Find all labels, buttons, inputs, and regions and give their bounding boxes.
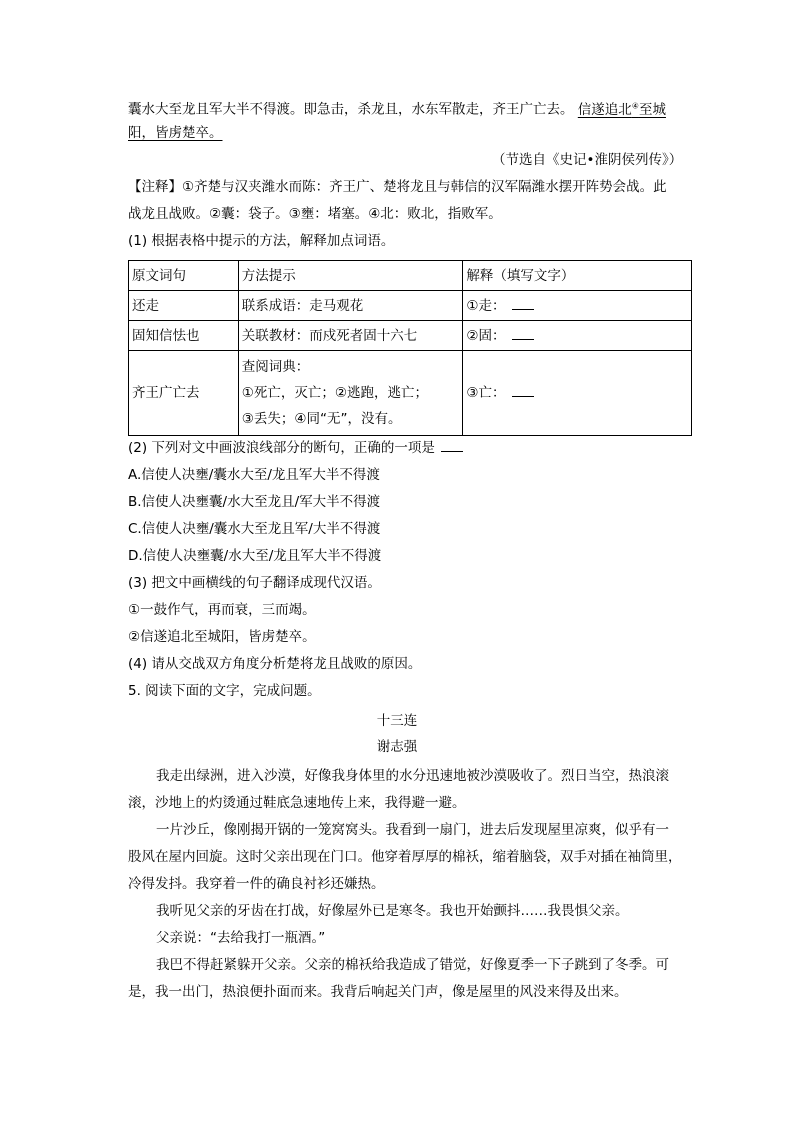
passage-line-1 [128, 96, 666, 120]
q1-prompt: (1) 根据表格中提示的方法，解释加点词语。 [128, 233, 395, 249]
table-cell: 固知信怯也 [129, 321, 239, 351]
q3-item-2: ②信遂追北至城阳，皆虏楚卒。 [128, 629, 316, 645]
table-row [129, 321, 692, 351]
answer-cell[interactable]: ③亡： [463, 351, 692, 436]
header-cell: 原文词句 [129, 261, 239, 291]
q2-option-d: D.信使人决壅囊/水大至/龙且军大半不得渡 [128, 548, 382, 564]
story-paragraph-5: 我巴不得赶紧躲开父亲。父亲的棉袄给我造成了错觉，好像夏季一下子跳到了冬季。可 [156, 957, 669, 973]
q4-prompt: (4) 请从交战双方角度分析楚将龙且战败的原因。 [128, 656, 422, 672]
story-paragraph-3: 我听见父亲的牙齿在打战，好像屋外已是寒冬。我也开始颤抖……我畏惧父亲。 [156, 903, 629, 919]
answer-blank[interactable] [441, 439, 463, 452]
q2-option-a: A.信使人决壅/囊水大至/龙且军大半不得渡 [128, 467, 380, 483]
underlined-sentence-end: 阳，皆虏楚卒。 [128, 125, 223, 141]
table-header-row [129, 261, 692, 291]
story-author: 谢志强 [376, 739, 418, 755]
story-paragraph-1: 滚，沙地上的灼烫通过鞋底急速地传上来，我得避一避。 [128, 795, 466, 811]
story-paragraph-5: 是，我一出门，热浪便扑面而来。我背后响起关门声，像是屋里的风没来得及出来。 [128, 984, 628, 1000]
table-cell: 联系成语：走马观花 [238, 291, 463, 321]
notes-line-1: 【注释】①齐楚与汉夹潍水而陈：齐王广、楚将龙且与韩信的汉军隔潍水摆开阵势会战。此 [128, 179, 667, 195]
story-paragraph-2: 一片沙丘，像刚揭开锅的一笼窝窝头。我看到一扇门，进去后发现屋里凉爽，似乎有一 [156, 822, 669, 838]
q2-option-c: C.信使人决壅/囊水大至龙且军/大半不得渡 [128, 521, 381, 537]
story-title: 十三连 [376, 713, 418, 729]
q3-prompt: (3) 把文中画横线的句子翻译成现代汉语。 [128, 575, 381, 591]
q2-option-b: B.信使人决壅囊/水大至龙且/军大半不得渡 [128, 494, 381, 510]
story-paragraph-4: 父亲说：“去给我打一瓶酒。” [156, 930, 326, 946]
passage-source: （节选自《史记•淮阴侯列传》） [492, 152, 683, 168]
story-paragraph-1: 我走出绿洲，进入沙漠，好像我身体里的水分迅速地被沙漠吸收了。烈日当空，热浪滚 [156, 768, 669, 784]
story-paragraph-2: 冷得发抖。我穿着一件的确良衬衫还嫌热。 [128, 876, 385, 892]
table-cell: 还走 [129, 291, 239, 321]
q3-item-1: ①一鼓作气，再而衰，三而竭。 [128, 602, 316, 618]
story-paragraph-2: 股风在屋内回旋。这时父亲出现在门口。他穿着厚厚的棉袄，缩着脑袋，双手对插在袖筒里， [128, 849, 682, 865]
answer-cell[interactable]: ②固： [463, 321, 692, 351]
q5-prompt: 5. 阅读下面的文字，完成问题。 [128, 683, 321, 699]
table-cell: 齐王广亡去 [129, 351, 239, 436]
answer-cell[interactable]: ①走： [463, 291, 692, 321]
table-row [129, 291, 692, 321]
header-cell: 解释（填写文字） [463, 261, 692, 291]
table-cell: 关联教材：而戍死者固十六七 [238, 321, 463, 351]
method-table [128, 260, 692, 436]
table-cell: 查阅词典： ①死亡，灭亡；②逃跑，逃亡； ③丢失；④同“无”，没有。 [238, 351, 463, 436]
underlined-sentence: 信遂追北④至城 [577, 101, 666, 118]
table-row [129, 351, 692, 436]
notes-line-2: 战龙且战败。②囊：袋子。③壅：堵塞。④北：败北，指败军。 [128, 206, 502, 222]
answer-blank[interactable] [512, 297, 534, 310]
q2-prompt: (2) 下列对文中画波浪线部分的断句，正确的一项是 [128, 438, 463, 458]
answer-blank[interactable] [512, 384, 534, 397]
passage-line-2 [128, 123, 223, 143]
note-mark: ④ [631, 101, 639, 110]
passage-text: 囊水大至龙且军大半不得渡。即急击，杀龙且，水东军散走，齐王广亡去。 [128, 101, 574, 118]
answer-blank[interactable] [512, 327, 534, 340]
header-cell: 方法提示 [238, 261, 463, 291]
